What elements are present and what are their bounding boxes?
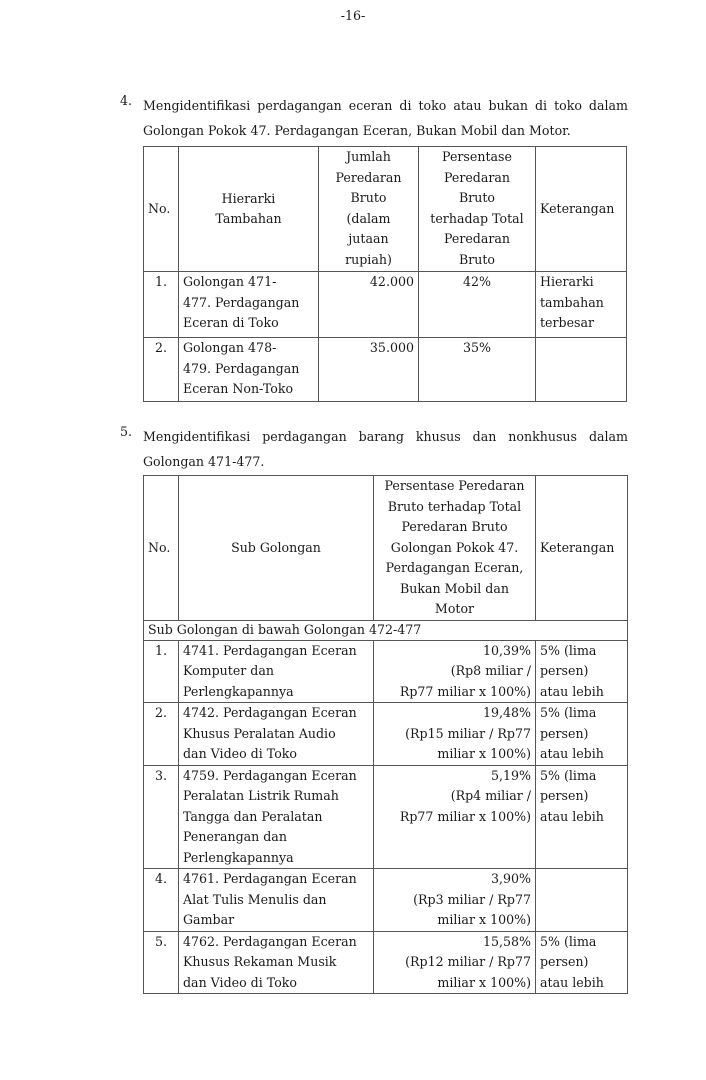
cell-persentase: 10,39% (Rp8 miliar / Rp77 miliar x 100%) xyxy=(374,640,536,703)
cell-no: 1. xyxy=(144,640,179,703)
header-hierarki: Hierarki Tambahan xyxy=(179,147,319,272)
header-no: No. xyxy=(144,147,179,272)
cell-keterangan: Hierarki tambahan terbesar xyxy=(536,272,627,338)
cell-no: 3. xyxy=(144,765,179,869)
cell-jumlah: 35.000 xyxy=(319,338,419,402)
table-row xyxy=(144,765,628,869)
cell-sub-golongan: 4762. Perdagangan Eceran Khusus Rekaman Musik dan Video di Toko xyxy=(179,931,374,994)
cell-no: 2. xyxy=(144,703,179,766)
cell-keterangan xyxy=(536,869,628,932)
header-jumlah: Jumlah Peredaran Bruto (dalam jutaan rupiah) xyxy=(319,147,419,272)
cell-persentase: 19,48% (Rp15 miliar / Rp77 miliar x 100%) xyxy=(374,703,536,766)
table-header-row xyxy=(144,476,628,621)
table-row xyxy=(144,931,628,994)
table-row xyxy=(144,869,628,932)
cell-keterangan xyxy=(536,338,627,402)
table-sub-golongan xyxy=(143,475,628,994)
cell-no: 1. xyxy=(144,272,179,338)
section-5-number: 5. xyxy=(120,424,133,439)
page-number: -16- xyxy=(340,8,366,23)
cell-persentase: 42% xyxy=(419,272,536,338)
group-label: Sub Golongan di bawah Golongan 472-477 xyxy=(144,620,628,640)
table-header-row xyxy=(144,147,627,272)
header-keterangan: Keterangan xyxy=(536,147,627,272)
section-5-text: Mengidentifikasi perdagangan barang khusus dan nonkhusus dalam Golongan 471-477. xyxy=(143,429,628,469)
cell-no: 2. xyxy=(144,338,179,402)
cell-sub-golongan: 4742. Perdagangan Eceran Khusus Peralatan Audio dan Video di Toko xyxy=(179,703,374,766)
header-persentase: Persentase Peredaran Bruto terhadap Total Peredaran Bruto Golongan Pokok 47. Perdagangan Eceran, Bukan Mobil dan Motor xyxy=(374,476,536,621)
cell-sub-golongan: 4741. Perdagangan Eceran Komputer dan Perlengkapannya xyxy=(179,640,374,703)
cell-keterangan: 5% (lima persen) atau lebih xyxy=(536,703,628,766)
cell-hierarki: Golongan 471- 477. Perdagangan Eceran di Toko xyxy=(179,272,319,338)
cell-keterangan: 5% (lima persen) atau lebih xyxy=(536,931,628,994)
header-persentase: Persentase Peredaran Bruto terhadap Total Peredaran Bruto xyxy=(419,147,536,272)
table-hierarki-tambahan xyxy=(143,146,627,402)
table-row xyxy=(144,272,627,338)
cell-sub-golongan: 4759. Perdagangan Eceran Peralatan Listrik Rumah Tangga dan Peralatan Penerangan dan Perlengkapannya xyxy=(179,765,374,869)
cell-no: 4. xyxy=(144,869,179,932)
cell-hierarki: Golongan 478- 479. Perdagangan Eceran Non-Toko xyxy=(179,338,319,402)
cell-no: 5. xyxy=(144,931,179,994)
header-sub-golongan: Sub Golongan xyxy=(179,476,374,621)
cell-jumlah: 42.000 xyxy=(319,272,419,338)
table-row xyxy=(144,703,628,766)
cell-sub-golongan: 4761. Perdagangan Eceran Alat Tulis Menulis dan Gambar xyxy=(179,869,374,932)
section-4-text: Mengidentifikasi perdagangan eceran di toko atau bukan di toko dalam Golongan Pokok 47. Perdagangan Eceran, Bukan Mobil dan Motor. xyxy=(143,98,628,138)
cell-persentase: 5,19% (Rp4 miliar / Rp77 miliar x 100%) xyxy=(374,765,536,869)
cell-keterangan: 5% (lima persen) atau lebih xyxy=(536,765,628,869)
cell-persentase: 15,58% (Rp12 miliar / Rp77 miliar x 100%) xyxy=(374,931,536,994)
group-row xyxy=(144,620,628,640)
table-row xyxy=(144,640,628,703)
cell-persentase: 3,90% (Rp3 miliar / Rp77 miliar x 100%) xyxy=(374,869,536,932)
cell-keterangan: 5% (lima persen) atau lebih xyxy=(536,640,628,703)
header-keterangan: Keterangan xyxy=(536,476,628,621)
cell-persentase: 35% xyxy=(419,338,536,402)
section-4-number: 4. xyxy=(120,93,133,108)
table-row xyxy=(144,338,627,402)
header-no: No. xyxy=(144,476,179,621)
